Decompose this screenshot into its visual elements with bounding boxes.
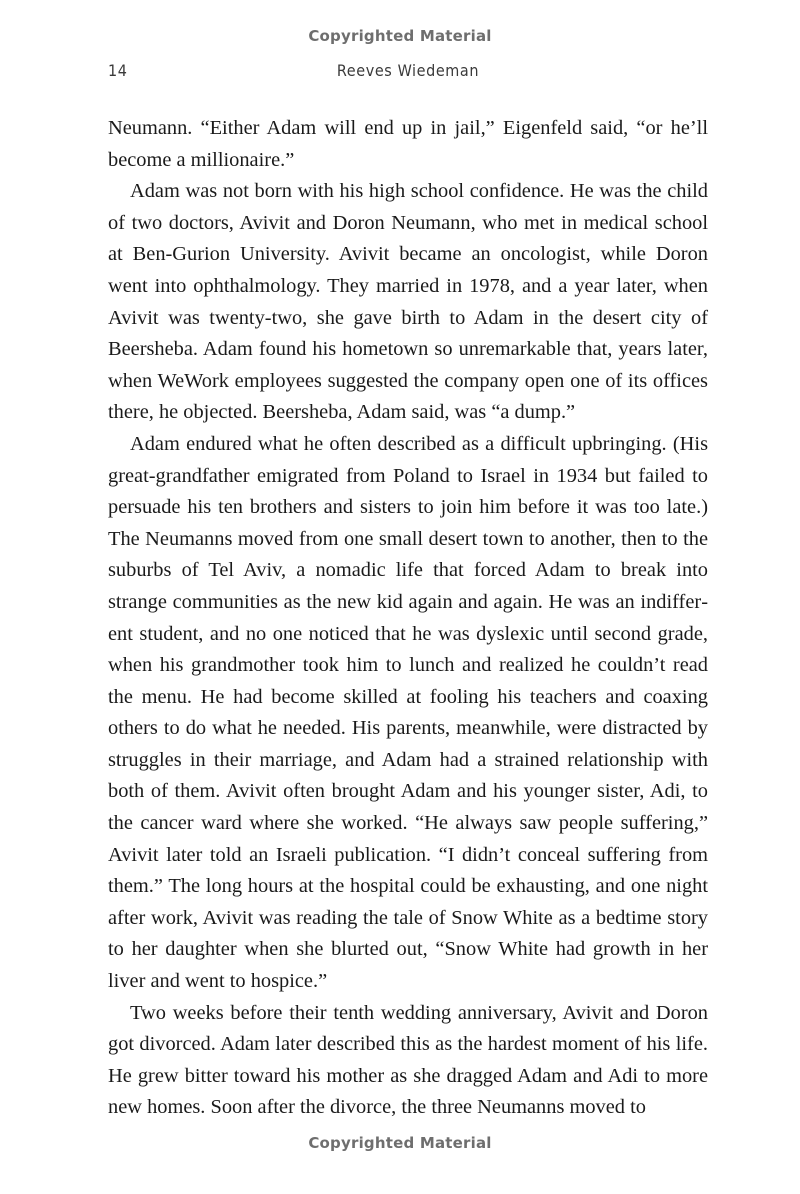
copyright-watermark-bottom: Copyrighted Material: [308, 1134, 492, 1152]
paragraph-continuation: Neumann. “Either Adam will end up in jail,” Eigenfeld said, “or he’ll become a millionaire.”: [108, 117, 708, 171]
paragraph: Two weeks before their tenth wedding anniversary, Avivit and Doron got divorced. Adam later described this as the hardest moment of his life. He grew bitter toward his mother as she dragged Adam and Adi to more new homes. Soon after the divorce, the three Neumanns moved to: [108, 1001, 708, 1119]
body-text: [108, 113, 708, 1124]
copyright-watermark-top: Copyrighted Material: [308, 27, 492, 45]
paragraph: Adam was not born with his high school confidence. He was the child of two doctors, Avivit and Doron Neumann, who met in medical school at Ben-Gurion University. Avivit became an oncologist, while Doron went into ophthalmology. They married in 1978, and a year later, when Avivit was twenty-two, she gave birth to Adam in the desert city of Beersheba. Adam found his hometown so unremarkable that, years later, when WeWork employees suggested the company open one of its offices there, he objected. Beersheba, Adam said, was “a dump.”: [108, 180, 708, 424]
author-name: Reeves Wiedeman: [336, 61, 480, 80]
paragraph: Adam endured what he often described as a difficult upbringing. (His great-grandfather emigrated from Poland to Israel in 1934 but failed to persuade his ten brothers and sisters to join him before it was too late.) The Neumanns moved from one small desert town to another, then to the suburbs of Tel Aviv, a nomadic life that forced Adam to break into strange communities as the new kid again and again. He was an indifferent student, and no one noticed that he was dyslexic until second grade, when his grandmother took him to lunch and realized he couldn’t read the menu. He had become skilled at fooling his teachers and coaxing others to do what he needed. His parents, meanwhile, were distracted by struggles in their marriage, and Adam had a strained relationship with both of them. Avivit often brought Adam and his younger sister, Adi, to the cancer ward where she worked. “He always saw people suffering,” Avivit later told an Israeli publication. “I didn’t conceal suffering from them.” The long hours at the hospital could be exhausting, and one night after work, Avivit was reading the tale of Snow White as a bedtime story to her daughter when she blurted out, “Snow White had growth in her liver and went to hospice.”: [108, 432, 708, 993]
page-number: 14: [108, 61, 128, 80]
running-head: [108, 61, 708, 85]
